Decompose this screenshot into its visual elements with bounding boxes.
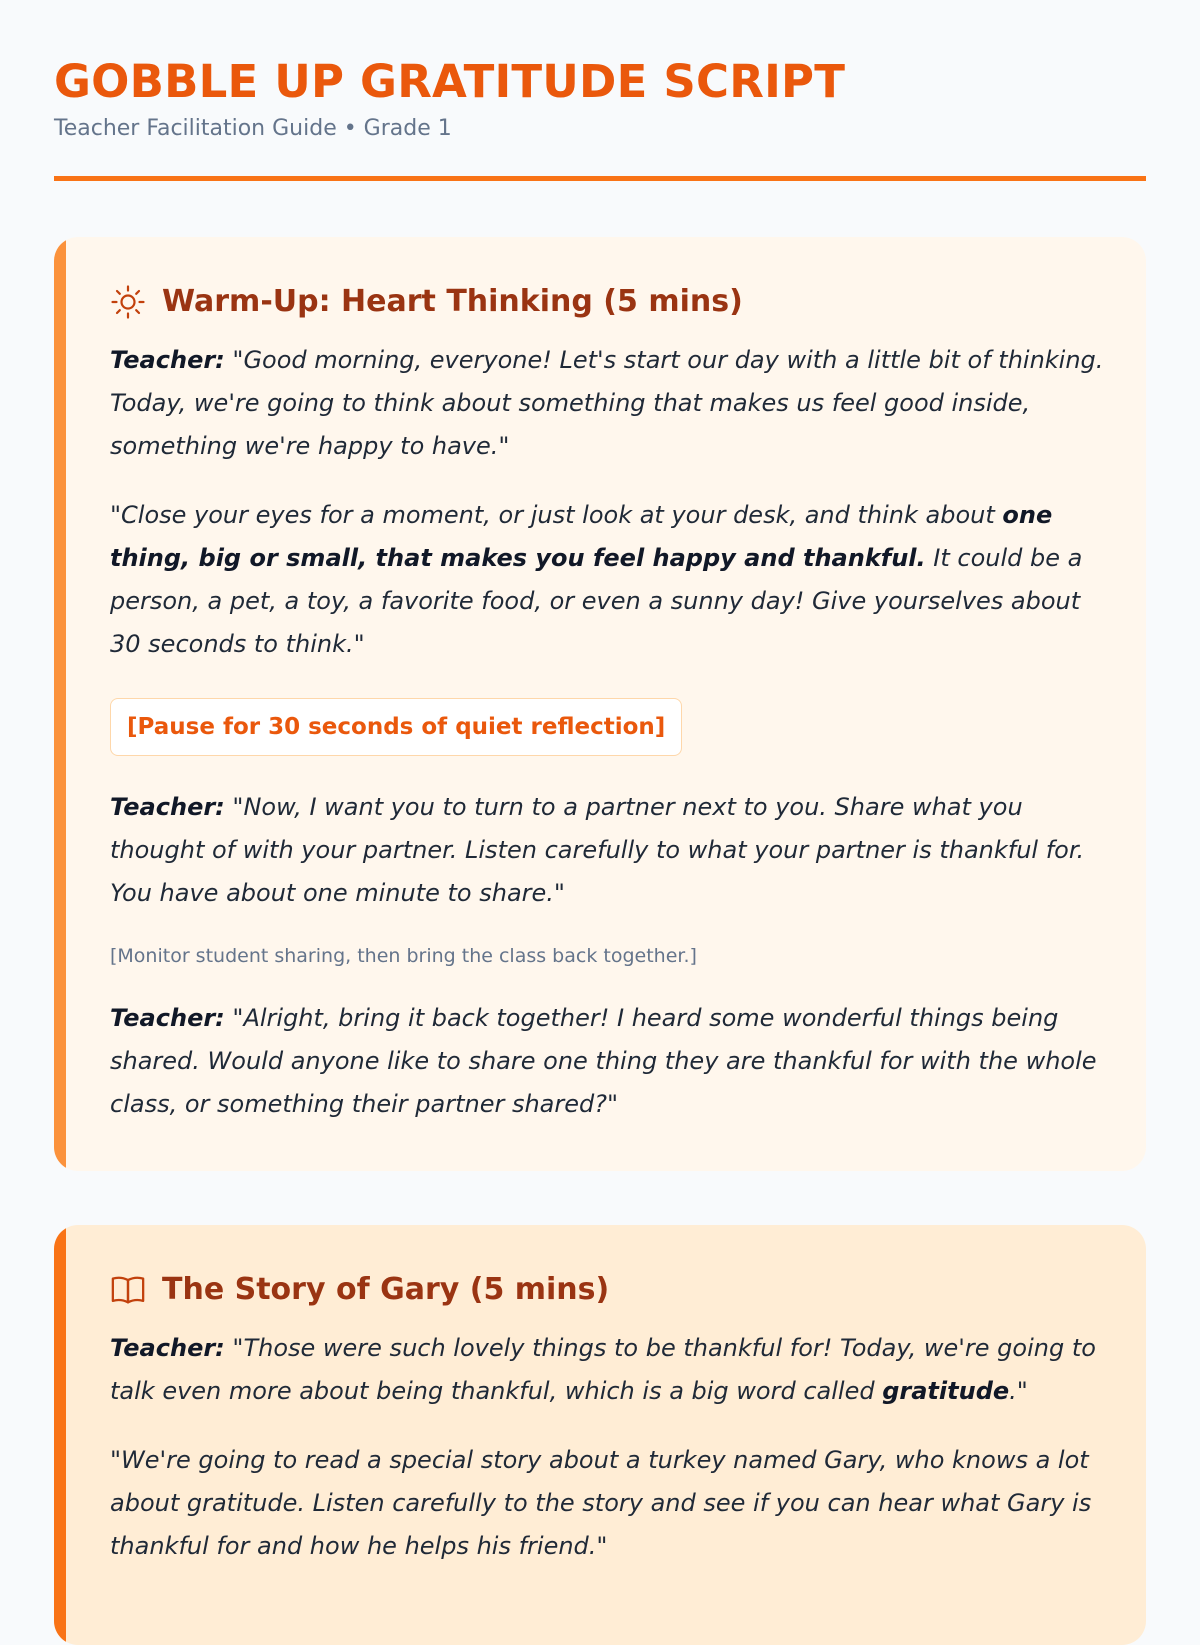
- section-story-of-gary: [54, 1225, 1146, 1645]
- sun-icon: [110, 284, 146, 320]
- speaker-label: Teacher:: [110, 1334, 225, 1362]
- page-subtitle: Teacher Facilitation Guide • Grade 1: [54, 116, 452, 141]
- document-header: [54, 0, 1146, 181]
- facilitator-note: [Monitor student sharing, then bring the class back together.]: [110, 945, 697, 967]
- section-title: Warm-Up: Heart Thinking (5 mins): [162, 284, 743, 319]
- teacher-script-paragraph: [110, 1439, 1110, 1568]
- section-warm-up: [54, 237, 1146, 1171]
- script-text: .": [1009, 1377, 1028, 1405]
- script-text: "Those were such lovely things to be thankful for! Today, we're going to talk even more about being thankful, which is a big word called: [110, 1334, 1096, 1405]
- section-header: [110, 277, 1106, 327]
- script-text: "Alright, bring it back together! I heard some wonderful things being shared. Would anyone like to share one thing they are thankful for with the whole class, or something their partner shared?": [110, 1004, 1097, 1118]
- teacher-script-paragraph: [110, 1327, 1110, 1413]
- page-title: GOBBLE UP GRATITUDE SCRIPT: [54, 55, 846, 108]
- pause-cue: [Pause for 30 seconds of quiet reflection]: [110, 698, 682, 756]
- script-text: "Now, I want you to turn to a partner next to you. Share what you thought of with your partner. Listen carefully to what your partner is thankful for. You have about one minute to share.": [110, 793, 1085, 907]
- script-text: "Close your eyes for a moment, or just look at your desk, and think about: [110, 501, 1003, 529]
- header-divider: [54, 176, 1146, 181]
- speaker-label: Teacher:: [110, 1004, 225, 1032]
- teacher-script-paragraph: [110, 339, 1110, 468]
- script-text: "We're going to read a special story about a turkey named Gary, who knows a lot about gratitude. Listen carefully to the story and see if you can hear what Gary is thankful for and how he helps his friend.": [110, 1446, 1092, 1560]
- emphasis-text: gratitude: [882, 1377, 1010, 1405]
- speaker-label: Teacher:: [110, 793, 225, 821]
- script-text: "Good morning, everyone! Let's start our day with a little bit of thinking. Today, we're going to think about something that makes us feel good inside, something we're happy to have.": [110, 346, 1104, 460]
- script-text: It could be a person, a pet, a toy, a favorite food, or even a sunny day! Give yourselves about 30 seconds to think.": [110, 544, 1083, 658]
- teacher-script-paragraph: [110, 997, 1110, 1126]
- section-header: [110, 1265, 1106, 1315]
- teacher-script-paragraph: [110, 786, 1110, 915]
- teacher-script-paragraph: [110, 494, 1110, 666]
- section-title: The Story of Gary (5 mins): [162, 1272, 610, 1307]
- emphasis-text: one thing, big or small, that makes you feel happy and thankful.: [110, 501, 1053, 572]
- open-book-icon: [110, 1272, 146, 1308]
- speaker-label: Teacher:: [110, 346, 225, 374]
